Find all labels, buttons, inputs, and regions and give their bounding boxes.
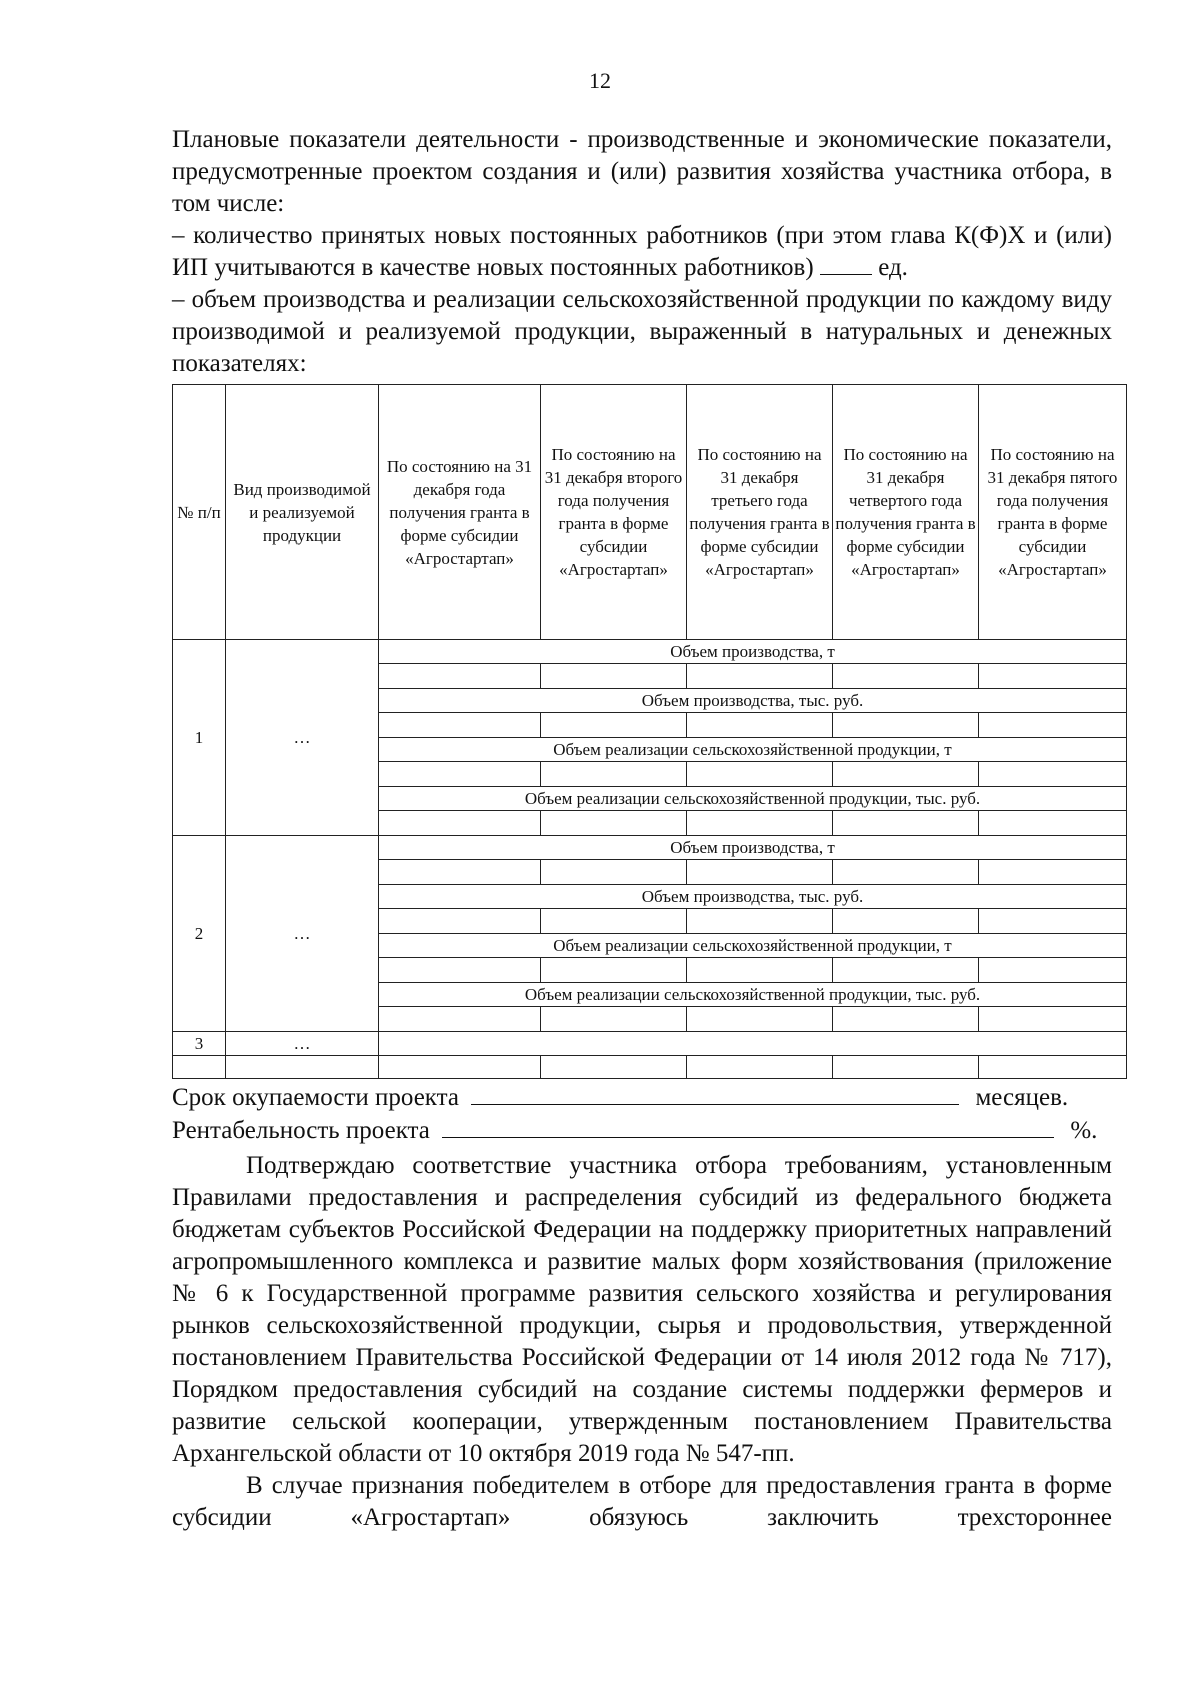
page-number: 12 xyxy=(589,68,611,93)
indicator-label: Объем реализации сельскохозяйственной продукции, тыс. руб. xyxy=(379,787,1127,811)
header-year-5: По состоянию на 31 декабря пятого года получения гранта в форме субсидии «Агростартап» xyxy=(979,385,1127,640)
value-cell[interactable] xyxy=(379,958,541,983)
value-cell[interactable] xyxy=(833,811,979,836)
empty-cell[interactable] xyxy=(379,1032,1127,1056)
indicator-label: Объем реализации сельскохозяйственной продукции, т xyxy=(379,934,1127,958)
value-cell[interactable] xyxy=(687,1056,833,1079)
value-cell[interactable] xyxy=(687,909,833,934)
payback-label: Срок окупаемости проекта xyxy=(172,1084,459,1111)
workers-unit: ед. xyxy=(878,254,908,281)
agreement-paragraph: В случае признания победителем в отборе для предоставления гранта в форме субсидии «Агростартап» обязуюсь заключить трехстороннее xyxy=(172,1472,1112,1531)
indicator-label: Объем реализации сельскохозяйственной продукции, т xyxy=(379,738,1127,762)
indicator-label-row xyxy=(173,640,1127,664)
value-cell[interactable] xyxy=(379,860,541,885)
indicator-label: Объем производства, тыс. руб. xyxy=(379,885,1127,909)
profitability-unit: %. xyxy=(1070,1117,1098,1144)
value-cell[interactable] xyxy=(541,762,687,787)
value-cell[interactable] xyxy=(541,1056,687,1079)
value-cell[interactable] xyxy=(687,713,833,738)
value-cell[interactable] xyxy=(379,909,541,934)
header-num: № п/п xyxy=(173,385,226,640)
value-cell[interactable] xyxy=(173,1056,226,1079)
indicators-table xyxy=(172,384,1127,1079)
value-cell[interactable] xyxy=(979,909,1127,934)
value-cell[interactable] xyxy=(979,1007,1127,1032)
value-cell[interactable] xyxy=(687,762,833,787)
value-cell[interactable] xyxy=(979,664,1127,689)
intro-item-workers xyxy=(172,220,1112,284)
indicator-label-row xyxy=(173,836,1127,860)
indicator-label: Объем реализации сельскохозяйственной продукции, тыс. руб. xyxy=(379,983,1127,1007)
value-cell[interactable] xyxy=(687,811,833,836)
row-product-kind: … xyxy=(226,1032,379,1056)
table-header-row xyxy=(173,385,1127,640)
value-cell[interactable] xyxy=(833,762,979,787)
row-number: 2 xyxy=(173,836,226,1032)
value-cell[interactable] xyxy=(833,1007,979,1032)
indicator-label: Объем производства, т xyxy=(379,836,1127,860)
value-cell[interactable] xyxy=(833,1056,979,1079)
value-cell[interactable] xyxy=(541,909,687,934)
payback-field xyxy=(172,1082,1068,1114)
indicator-label: Объем производства, т xyxy=(379,640,1127,664)
value-cell[interactable] xyxy=(979,713,1127,738)
value-cell[interactable] xyxy=(541,1007,687,1032)
value-cell[interactable] xyxy=(979,1056,1127,1079)
confirmation-paragraph: Подтверждаю соответствие участника отбора требованиям, установленным Правилами предоставления и распределения субсидий из федерального бюджета бюджетам субъектов Российской Федерации на поддержку приоритетных направлений агропромышленного комплекса и развитие малых форм хозяйствования (приложение № 6 к Государственной программе развития сельского хозяйства и регулирования рынков сельскохозяйственной продукции, сырья и продовольствия, утвержденной постановлением Правительства Российской Федерации от 14 июля 2012 года № 717), Порядком предоставления субсидий на создание системы поддержки фермеров и развитие сельской кооперации, утвержденным постановлением Правительства Архангельской области от 10 октября 2019 года № 547-пп. xyxy=(172,1152,1112,1467)
value-cell[interactable] xyxy=(687,860,833,885)
value-cell[interactable] xyxy=(979,860,1127,885)
profitability-input-line[interactable] xyxy=(442,1115,1054,1138)
value-cell[interactable] xyxy=(541,860,687,885)
intro-paragraph: Плановые показатели деятельности - производственные и экономические показатели, предусмотренные проектом создания и (или) развития хозяйства участника отбора, в том числе: xyxy=(172,126,1112,217)
table-row xyxy=(173,1032,1127,1056)
workers-count-blank[interactable] xyxy=(820,252,872,275)
row-number: 3 xyxy=(173,1032,226,1056)
payback-unit: месяцев. xyxy=(975,1084,1069,1111)
value-cell[interactable] xyxy=(541,958,687,983)
value-cell[interactable] xyxy=(979,811,1127,836)
row-number: 1 xyxy=(173,640,226,836)
value-cell[interactable] xyxy=(687,1007,833,1032)
profitability-label: Рентабельность проекта xyxy=(172,1117,430,1144)
profitability-field xyxy=(172,1115,1097,1147)
value-cell[interactable] xyxy=(833,909,979,934)
value-cell[interactable] xyxy=(833,664,979,689)
value-cell[interactable] xyxy=(379,664,541,689)
value-cell[interactable] xyxy=(979,762,1127,787)
indicator-label: Объем производства, тыс. руб. xyxy=(379,689,1127,713)
header-year-4: По состоянию на 31 декабря четвертого года получения гранта в форме субсидии «Агростартап» xyxy=(833,385,979,640)
value-cell[interactable] xyxy=(541,664,687,689)
empty-row xyxy=(173,1056,1127,1079)
value-cell[interactable] xyxy=(379,762,541,787)
row-product-kind: … xyxy=(226,836,379,1032)
value-cell[interactable] xyxy=(379,1056,541,1079)
confirmation-block xyxy=(172,1150,1112,1534)
value-cell[interactable] xyxy=(379,713,541,738)
value-cell[interactable] xyxy=(541,811,687,836)
header-year-1: По состоянию на 31 декабря года получения гранта в форме субсидии «Агростартап» xyxy=(379,385,541,640)
payback-input-line[interactable] xyxy=(471,1082,959,1105)
value-cell[interactable] xyxy=(379,811,541,836)
value-cell[interactable] xyxy=(979,958,1127,983)
value-cell[interactable] xyxy=(687,958,833,983)
intro-block xyxy=(172,124,1112,380)
header-year-3: По состоянию на 31 декабря третьего года получения гранта в форме субсидии «Агростартап» xyxy=(687,385,833,640)
intro-item-workers-text: – количество принятых новых постоянных работников (при этом глава К(Ф)Х и (или) ИП учитываются в качестве новых постоянных работников) xyxy=(172,222,1112,281)
header-year-2: По состоянию на 31 декабря второго года получения гранта в форме субсидии «Агростартап» xyxy=(541,385,687,640)
value-cell[interactable] xyxy=(833,860,979,885)
row-product-kind: … xyxy=(226,640,379,836)
intro-item-volume: – объем производства и реализации сельскохозяйственной продукции по каждому виду производимой и реализуемой продукции, выраженный в натуральных и денежных показателях: xyxy=(172,286,1112,377)
value-cell[interactable] xyxy=(379,1007,541,1032)
value-cell[interactable] xyxy=(687,664,833,689)
value-cell[interactable] xyxy=(226,1056,379,1079)
header-product-kind: Вид производимой и реализуемой продукции xyxy=(226,385,379,640)
value-cell[interactable] xyxy=(541,713,687,738)
value-cell[interactable] xyxy=(833,958,979,983)
value-cell[interactable] xyxy=(833,713,979,738)
